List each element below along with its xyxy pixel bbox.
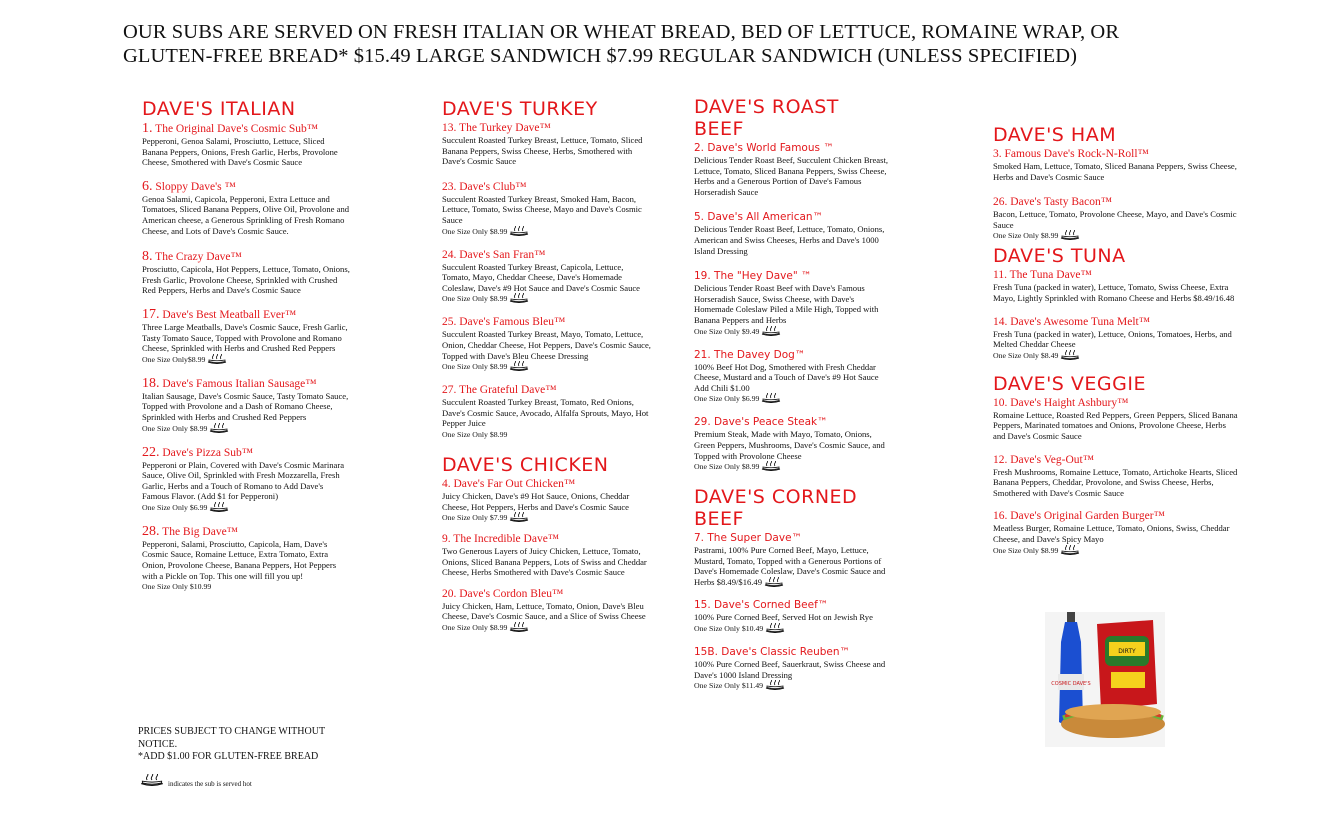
item-price-text: One Size Only $8.99 <box>694 462 760 472</box>
item-description-text: 100% Pure Corned Beef, Sauerkraut, Swiss Cheese and Dave's 1000 Island Dressing <box>694 659 886 680</box>
section-dave-s-roast-beef <box>694 96 894 472</box>
item-number: 9. <box>442 533 451 546</box>
item-description-text: Delicious Tender Roast Beef, Succulent Chicken Breast, Lettuce, Tomato, Sliced Banana Peppers, Swiss Cheese, Herbs and a Generous Portion of Dave's Famous Horseradish Sauce <box>694 155 888 197</box>
item-description-text: Pepperoni, Genoa Salami, Prosciutto, Lettuce, Sliced Banana Peppers, Onions, Fresh Garlic, Herbs, Provolone Cheese, Smothered with Dave's Cosmic Sauce <box>142 136 338 168</box>
section-dave-s-ham <box>993 124 1238 241</box>
item-description-text: Three Large Meatballs, Dave's Cosmic Sauce, Fresh Garlic, Tasty Tomato Sauce, Topped with Provolone and Romano Cheese, Sprinkled with Herbs and Crushed Red Peppers <box>142 321 348 354</box>
item-description <box>694 612 894 623</box>
item-description <box>993 282 1238 303</box>
menu-item <box>694 142 894 197</box>
item-description-text: Succulent Roasted Turkey Breast, Capicola, Lettuce, Tomato, Mayo, Cheddar Cheese, Dave's Homemade Coleslaw, Dave's #9 Hot Sauce and Dave's Cosmic Sauce <box>442 261 640 293</box>
item-name <box>993 454 1238 467</box>
item-title: Dave's Peace Steak™ <box>714 416 828 429</box>
hot-icon <box>509 293 529 303</box>
item-price <box>993 545 1238 556</box>
item-name <box>993 269 1238 282</box>
menu-item <box>442 181 652 237</box>
item-number: 23. <box>442 180 457 193</box>
item-description-text: Fresh Tuna (packed in water), Lettuce, Tomato, Swiss Cheese, Extra Mayo, Lightly Sprinkled with Romano Cheese and Herbs $8.49/16.48 <box>993 282 1235 303</box>
item-price <box>694 623 894 634</box>
item-name <box>442 316 652 329</box>
item-description-text: Succulent Roasted Turkey Breast, Tomato, Red Onions, Dave's Cosmic Sauce, Avocado, Alfalfa Sprouts, Mayo, Hot Pepper Juice <box>442 397 649 429</box>
item-description <box>142 460 352 502</box>
item-description <box>694 362 894 394</box>
item-price <box>142 354 352 365</box>
item-number: 15. <box>694 599 711 612</box>
item-name <box>142 308 352 322</box>
item-title: The Davey Dog™ <box>714 348 806 361</box>
bottle-label: COSMIC DAVE'S <box>1051 681 1091 687</box>
item-number: 12. <box>993 453 1008 466</box>
item-description-text: Two Generous Layers of Juicy Chicken, Lettuce, Tomato, Onions, Sliced Banana Peppers, Lots of Swiss and Cheddar Cheese, Herbs Smothered with Dave's Cosmic Sauce <box>442 546 647 578</box>
section-title: DAVE'S ROAST BEEF <box>694 96 839 140</box>
item-description-text: Pepperoni, Salami, Prosciutto, Capicola, Ham, Dave's Cosmic Sauce, Romaine Lettuce, Extra Tomato, Extra Onion, Provolone Cheese, Banana Peppers, Hot Peppers with a Pickle on Top. This one will fill you up! <box>142 538 337 581</box>
item-title: The Grateful Dave™ <box>459 384 557 397</box>
column-roast-corned-beef <box>694 96 894 695</box>
section-title: DAVE'S VEGGIE <box>993 372 1146 395</box>
item-price <box>694 393 894 404</box>
section-title: DAVE'S TUNA <box>993 245 1126 268</box>
item-price-text: One Size Only $8.99 <box>442 294 508 304</box>
item-title: Dave's Cordon Bleu™ <box>459 587 564 600</box>
sandwich-chips-soda-photo <box>1045 612 1165 747</box>
menu-item <box>993 454 1238 499</box>
menu-item <box>142 122 352 168</box>
hot-icon <box>1060 230 1080 240</box>
item-description-text: Premium Steak, Made with Mayo, Tomato, Onions, Green Peppers, Mushrooms, Dave's Cosmic Sauce, and Topped with Provolone Cheese <box>694 429 885 461</box>
item-number: 25. <box>442 316 457 329</box>
item-number: 15B. <box>694 646 718 659</box>
menu-item <box>442 478 652 523</box>
notes <box>138 726 348 790</box>
item-price-text: One Size Only $6.99 <box>694 394 760 404</box>
item-description <box>442 194 652 226</box>
hot-icon <box>765 680 785 690</box>
item-price <box>142 423 352 434</box>
item-price-text: One Size Only $11.49 <box>694 681 764 691</box>
hot-icon <box>764 577 784 587</box>
item-title: Famous Dave's Rock-N-Roll™ <box>1004 148 1149 160</box>
item-name <box>142 525 352 539</box>
item-title: Dave's Famous Italian Sausage™ <box>162 377 317 390</box>
menu-item <box>993 510 1238 555</box>
menu-item <box>694 416 894 472</box>
item-title: The Tuna Dave™ <box>1009 269 1092 282</box>
item-price <box>442 361 652 372</box>
item-title: The Crazy Dave™ <box>155 251 242 264</box>
item-description <box>442 397 652 429</box>
item-name <box>442 384 652 397</box>
item-price <box>442 622 652 633</box>
menu-item <box>694 349 894 405</box>
item-number: 2. <box>694 142 705 154</box>
item-description <box>142 322 352 354</box>
gluten-free-notice: *ADD $1.00 FOR GLUTEN-FREE BREAD <box>138 751 319 762</box>
item-description-text: Meatless Burger, Romaine Lettuce, Tomato, Onions, Swiss, Cheddar Cheese, and Dave's Spicy Mayo <box>993 523 1230 544</box>
item-title: Dave's Awesome Tuna Melt™ <box>1010 315 1150 328</box>
item-number: 18. <box>142 375 160 391</box>
item-title: Dave's Corned Beef™ <box>714 599 829 612</box>
item-number: 10. <box>993 396 1008 409</box>
section-title: DAVE'S CHICKEN <box>442 453 609 476</box>
menu-item <box>694 532 894 587</box>
item-title: Dave's Classic Reuben™ <box>721 646 851 659</box>
menu-item <box>442 533 652 578</box>
item-description <box>993 209 1238 230</box>
item-price <box>694 680 894 691</box>
item-description-text: Fresh Mushrooms, Romaine Lettuce, Tomato, Artichoke Hearts, Sliced Banana Peppers, Cheddar, Provolone, and Swiss Cheese, Herbs, Smothered with Dave's Cosmic Sauce <box>993 466 1238 498</box>
item-title: Dave's Famous Bleu™ <box>459 316 566 329</box>
item-description <box>442 135 652 167</box>
item-description-text: 100% Pure Corned Beef, Served Hot on Jewish Rye <box>694 612 873 623</box>
item-price-text: One Size Only $8.99 <box>993 231 1059 241</box>
item-name <box>993 316 1238 329</box>
item-price-text: One Size Only $8.99 <box>442 429 508 439</box>
menu-item <box>142 308 352 365</box>
legend-text: indicates the sub is served hot <box>168 779 252 788</box>
hot-icon <box>209 502 229 512</box>
section-dave-s-italian <box>142 98 352 592</box>
item-description-text: Prosciutto, Capicola, Hot Peppers, Lettuce, Tomato, Onions, Fresh Garlic, Provolone Cheese, Sprinkled with Crushed Red Peppers, Herbs and Dave's Cosmic Sauce <box>142 264 350 296</box>
item-price <box>694 326 894 337</box>
item-name <box>694 532 894 545</box>
item-title: Dave's Veg-Out™ <box>1010 453 1094 466</box>
header-line-2: GLUTEN-FREE BREAD* $15.49 LARGE SANDWICH $7.99 REGULAR SANDWICH (UNLESS SPECIFIED) <box>123 45 1078 67</box>
hot-icon <box>509 622 529 632</box>
item-description-text: 100% Beef Hot Dog, Smothered with Fresh Cheddar Cheese, Mustard and a Touch of Dave's #9 Hot Sauce Add Chili $1.00 <box>694 361 879 393</box>
menu-item <box>442 249 652 305</box>
item-number: 5. <box>694 211 705 224</box>
item-title: Dave's World Famous ™ <box>707 142 834 154</box>
item-description <box>993 523 1238 544</box>
menu-item <box>993 148 1238 182</box>
item-title: Dave's Best Meatball Ever™ <box>162 308 297 321</box>
section-dave-s-tuna <box>993 245 1238 360</box>
item-name <box>993 148 1238 161</box>
item-description <box>694 659 894 680</box>
item-name <box>142 122 352 136</box>
item-name <box>142 180 352 194</box>
item-price-text: One Size Only$8.99 <box>142 354 206 364</box>
menu-item <box>442 384 652 440</box>
hot-icon <box>509 361 529 371</box>
item-description <box>142 539 352 581</box>
item-price-text: One Size Only $10.99 <box>142 582 212 592</box>
hot-icon <box>207 354 227 364</box>
hot-icon <box>761 461 781 471</box>
item-description <box>142 136 352 168</box>
hot-icon <box>765 623 785 633</box>
item-description-text: Genoa Salami, Capicola, Pepperoni, Extra Lettuce and Tomatoes, Sliced Banana Peppers, Olive Oil, Provolone and American cheese, a Generous Sprinkling of Fresh Romano Cheese, and Lots of Dave's Cosmic Sauce. <box>142 193 350 236</box>
item-title: Dave's All American™ <box>707 211 824 224</box>
item-name <box>993 510 1238 523</box>
item-description <box>694 224 894 256</box>
menu-item <box>694 211 894 256</box>
menu-item <box>993 196 1238 241</box>
item-description <box>442 329 652 361</box>
hot-icon <box>761 326 781 336</box>
item-description-text: Romaine Lettuce, Roasted Red Peppers, Green Peppers, Sliced Banana Peppers, Marinated tomatoes and Onions, Provolone Cheese, Herbs and Dave's Cosmic Sauce <box>993 409 1238 441</box>
item-name <box>442 249 652 262</box>
item-number: 11. <box>993 269 1007 282</box>
item-title: Dave's Far Out Chicken™ <box>453 477 576 490</box>
item-price <box>442 293 652 304</box>
item-description-text: Succulent Roasted Turkey Breast, Smoked Ham, Bacon, Lettuce, Tomato, Swiss Cheese, Mayo and Dave's Cosmic Sauce <box>442 193 642 225</box>
item-description-text: Delicious Tender Roast Beef with Dave's Famous Horseradish Sauce, Swiss Cheese, with Dave's Homemade Coleslaw Piled a Mile High, Topped with Banana Peppers and Herbs <box>694 283 879 325</box>
menu-item <box>442 122 652 167</box>
item-title: The Super Dave™ <box>707 532 803 545</box>
item-name <box>142 377 352 391</box>
item-number: 28. <box>142 523 160 539</box>
item-description-text: Succulent Roasted Turkey Breast, Lettuce, Tomato, Sliced Banana Peppers, Swiss Cheese, Herbs, Smothered with Dave's Cosmic Sauce <box>442 135 643 167</box>
item-price-text: One Size Only $7.99 <box>442 513 508 523</box>
item-name <box>694 142 894 155</box>
item-price-text: One Size Only $9.49 <box>694 326 760 336</box>
menu-item <box>142 250 352 296</box>
item-title: Dave's Pizza Sub™ <box>162 446 254 459</box>
item-title: Dave's Haight Ashbury™ <box>1010 396 1129 409</box>
item-name <box>993 397 1238 410</box>
menu-item <box>142 377 352 434</box>
menu-item <box>694 646 894 691</box>
column-turkey-chicken <box>442 98 652 637</box>
item-price <box>993 230 1238 241</box>
item-price-text: One Size Only $6.99 <box>142 502 208 512</box>
hot-icon <box>209 423 229 433</box>
item-number: 1. <box>142 121 153 136</box>
menu-item <box>993 316 1238 361</box>
item-description <box>142 391 352 423</box>
item-description <box>442 601 652 622</box>
item-price-text: One Size Only $8.99 <box>442 226 508 236</box>
hot-icon <box>1060 545 1080 555</box>
item-number: 29. <box>694 416 711 429</box>
item-number: 13. <box>442 122 457 134</box>
item-description <box>993 329 1238 350</box>
item-description <box>142 194 352 236</box>
item-price <box>142 581 352 592</box>
item-description-text: Bacon, Lettuce, Tomato, Provolone Cheese, Mayo, and Dave's Cosmic Sauce <box>993 209 1237 230</box>
column-ham-tuna-veggie <box>993 124 1238 560</box>
hot-icon <box>509 226 529 236</box>
section-dave-s-veggie <box>993 373 1238 556</box>
item-name <box>442 478 652 491</box>
item-description <box>694 155 894 197</box>
item-title: The "Hey Dave" ™ <box>714 270 812 283</box>
item-number: 17. <box>142 306 160 322</box>
item-description <box>442 546 652 578</box>
item-description-text: Smoked Ham, Lettuce, Tomato, Sliced Banana Peppers, Swiss Cheese, Herbs and Dave's Cosmic Sauce <box>993 161 1237 182</box>
item-title: The Turkey Dave™ <box>459 122 551 134</box>
item-price-text: One Size Only $8.49 <box>993 350 1059 360</box>
item-price <box>694 461 894 472</box>
hot-legend <box>138 770 348 791</box>
item-description-text: Pastrami, 100% Pure Corned Beef, Mayo, Lettuce, Mustard, Tomato, Topped with a Generous Portions of Dave's Homemade Coleslaw, Dave's Cosmic Sauce and Herbs $8.49/$16.49 <box>694 545 886 587</box>
item-number: 26. <box>993 196 1008 209</box>
item-description-text: Delicious Tender Roast Beef, Lettuce, Tomato, Onions, American and Swiss Cheeses, Herbs and Dave's 1000 Island Dressing <box>694 224 885 256</box>
item-name <box>694 646 894 659</box>
item-price <box>142 502 352 513</box>
item-description <box>993 161 1238 182</box>
section-dave-s-chicken <box>442 454 652 633</box>
hot-icon <box>509 512 529 522</box>
section-dave-s-turkey <box>442 98 652 440</box>
item-number: 22. <box>142 444 160 460</box>
item-number: 16. <box>993 510 1008 523</box>
item-price <box>442 429 652 440</box>
hot-icon <box>1060 350 1080 360</box>
item-number: 7. <box>694 532 705 545</box>
hot-icon <box>140 774 164 786</box>
item-description <box>694 429 894 461</box>
item-description-text: Juicy Chicken, Dave's #9 Hot Sauce, Onions, Cheddar Cheese, Hot Peppers, Herbs and Dave's Cosmic Sauce <box>442 490 630 512</box>
item-title: The Incredible Dave™ <box>453 533 560 546</box>
menu-item <box>993 269 1238 303</box>
item-number: 6. <box>142 178 153 194</box>
item-name <box>993 196 1238 209</box>
item-name <box>142 446 352 460</box>
menu-item <box>442 588 652 633</box>
item-description-text: Succulent Roasted Turkey Breast, Mayo, Tomato, Lettuce, Onion, Cheddar Cheese, Hot Peppers, Dave's Cosmic Sauce, Topped with Dave's Bleu Cheese Dressing <box>442 329 651 361</box>
item-title: Dave's Club™ <box>459 180 527 193</box>
item-description-text: Fresh Tuna (packed in water), Lettuce, Onions, Tomatoes, Herbs, and Melted Cheddar Cheese <box>993 328 1232 350</box>
item-price-text: One Size Only $8.99 <box>993 545 1059 555</box>
menu-item <box>442 316 652 372</box>
item-name <box>694 349 894 362</box>
item-number: 4. <box>442 477 451 490</box>
item-name <box>694 599 894 612</box>
item-description-text: Juicy Chicken, Ham, Lettuce, Tomato, Onion, Dave's Bleu Cheese, Dave's Cosmic Sauce, and a Slice of Swiss Cheese <box>442 600 646 622</box>
section-title: DAVE'S HAM <box>993 124 1117 146</box>
item-description-text: Italian Sausage, Dave's Cosmic Sauce, Tasty Tomato Sauce, Topped with Provolone and a Dash of Romano Cheese, Sprinkled with Herbs and Crushed Red Peppers <box>142 390 349 422</box>
chip-bag-label: DIRTY <box>1118 648 1136 655</box>
menu-item <box>142 525 352 592</box>
item-description <box>142 264 352 296</box>
item-name <box>694 211 894 224</box>
item-name <box>442 533 652 546</box>
item-description <box>442 262 652 294</box>
item-number: 14. <box>993 315 1008 328</box>
item-name <box>142 250 352 264</box>
item-description <box>694 545 894 587</box>
item-name <box>694 270 894 283</box>
section-dave-s-corned-beef <box>694 486 894 691</box>
item-price-text: One Size Only $8.99 <box>142 423 208 433</box>
item-number: 27. <box>442 384 457 397</box>
header-line-1: OUR SUBS ARE SERVED ON FRESH ITALIAN OR WHEAT BREAD, BED OF LETTUCE, ROMAINE WRAP, OR <box>123 21 1120 43</box>
item-title: Dave's Original Garden Burger™ <box>1010 510 1165 523</box>
item-title: The Original Dave's Cosmic Sub™ <box>155 123 318 135</box>
item-number: 20. <box>442 587 457 600</box>
item-number: 19. <box>694 270 711 283</box>
item-price <box>993 350 1238 361</box>
item-description-text: Pepperoni or Plain, Covered with Dave's Cosmic Marinara Sauce, Olive Oil, Sprinkled with Fresh Mozzarella, Fresh Garlic, Herbs and a Touch of Romano to Add Dave's Famous Flavor. (Add $1 for Pepperoni) <box>142 459 345 502</box>
item-title: Dave's San Fran™ <box>459 248 546 261</box>
item-number: 3. <box>993 148 1002 160</box>
column-italian <box>142 98 352 596</box>
item-description <box>993 410 1238 442</box>
item-name <box>442 181 652 194</box>
menu-header <box>123 20 1303 68</box>
item-name <box>442 588 652 601</box>
price-notice: PRICES SUBJECT TO CHANGE WITHOUT NOTICE. <box>138 726 325 750</box>
item-description <box>442 491 652 512</box>
section-title: DAVE'S CORNED BEEF <box>694 486 858 531</box>
section-title: DAVE'S ITALIAN <box>142 98 296 120</box>
item-price-text: One Size Only $8.99 <box>442 362 508 372</box>
item-title: The Big Dave™ <box>162 525 238 538</box>
item-number: 8. <box>142 249 153 265</box>
menu-item <box>993 397 1238 442</box>
menu-item <box>694 599 894 634</box>
item-price <box>442 512 652 523</box>
item-description <box>694 283 894 325</box>
menu-item <box>142 446 352 513</box>
item-price-text: One Size Only $10.49 <box>694 624 764 634</box>
item-title: Sloppy Dave's ™ <box>155 180 236 193</box>
item-number: 21. <box>694 348 711 361</box>
item-name <box>694 416 894 429</box>
hot-icon <box>761 393 781 403</box>
item-title: Dave's Tasty Bacon™ <box>1010 196 1112 209</box>
section-title: DAVE'S TURKEY <box>442 98 598 120</box>
item-name <box>442 122 652 135</box>
item-price <box>442 226 652 237</box>
menu-item <box>694 270 894 336</box>
item-number: 24. <box>442 248 457 261</box>
menu-item <box>142 180 352 236</box>
item-description <box>993 467 1238 499</box>
item-price-text: One Size Only $8.99 <box>442 623 508 633</box>
